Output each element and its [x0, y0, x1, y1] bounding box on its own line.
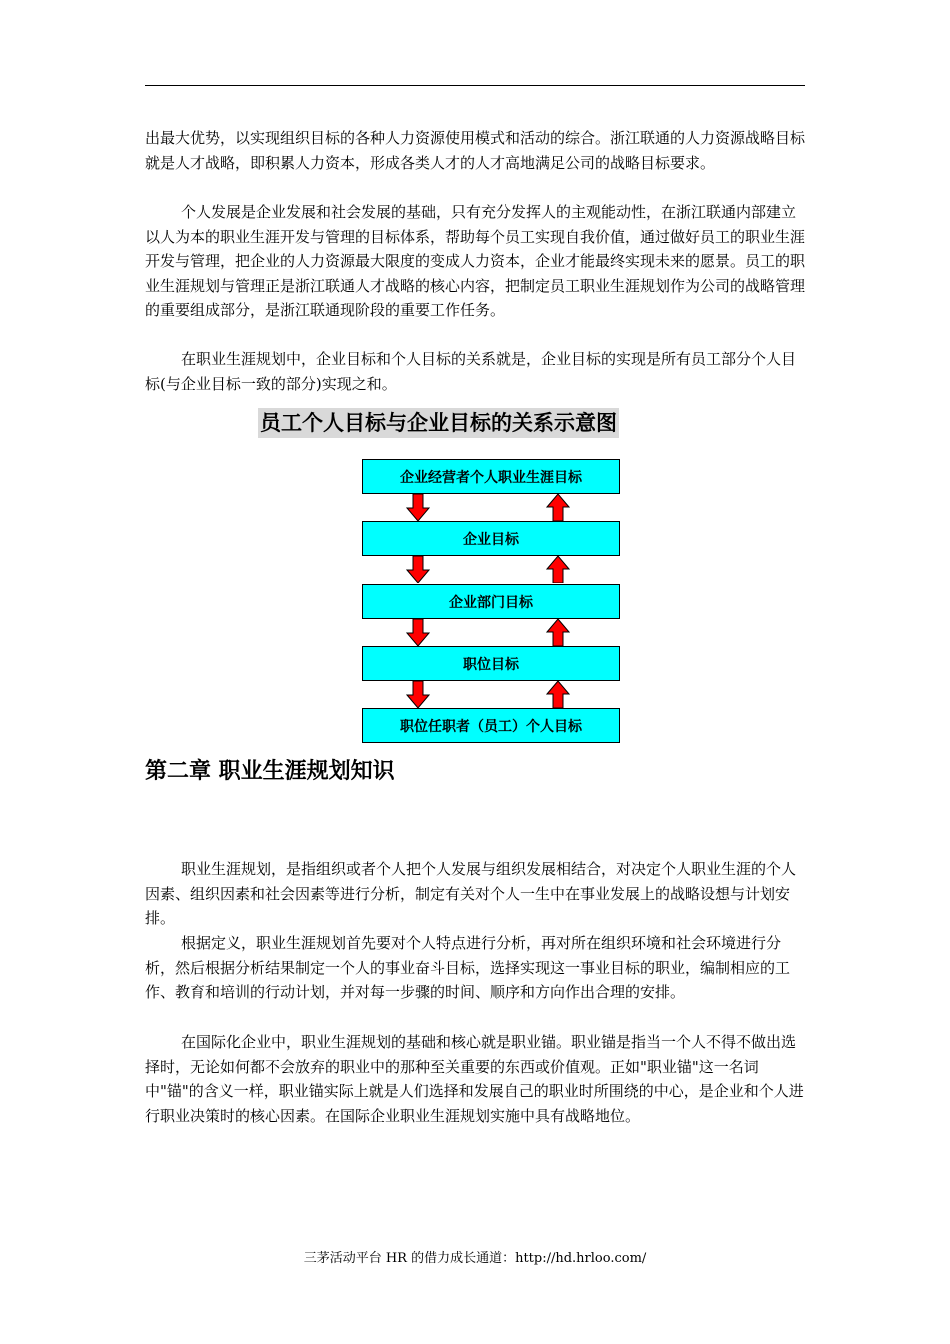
- diagram-box-department-goal: 企业部门目标: [362, 584, 620, 619]
- body-paragraph-2: 个人发展是企业发展和社会发展的基础，只有充分发挥人的主观能动性，在浙江联通内部建立以人为本的职业生涯开发与管理的目标体系，帮助每个员工实现自我价值，通过做好员工的职业生涯开发与管理，把企业的人力资源最大限度的变成人力资本，企业才能最终实现未来的愿景。员工的职业生涯规划与管理正是浙江联通人才战略的核心内容，把制定员工职业生涯规划作为公司的战略管理的重要组成部分，是浙江联通现阶段的重要工作任务。: [145, 203, 806, 319]
- diagram-box-employee-goal: 职位任职者（员工）个人目标: [362, 708, 620, 743]
- down-arrow-icon: [406, 494, 430, 521]
- up-arrow-icon: [546, 681, 570, 708]
- up-arrow-icon: [546, 619, 570, 646]
- up-arrow-icon: [546, 494, 570, 521]
- diagram-box-enterprise-goal: 企业目标: [362, 521, 620, 556]
- diagram-box-operator-goal: 企业经营者个人职业生涯目标: [362, 459, 620, 494]
- body-paragraph-3: 在职业生涯规划中，企业目标和个人目标的关系就是，企业目标的实现是所有员工部分个人目标(与企业目标一致的部分)实现之和。: [145, 350, 797, 393]
- body-paragraph-1: 出最大优势，以实现组织目标的各种人力资源使用模式和活动的综合。浙江联通的人力资源战略目标就是人才战略，即积累人力资本，形成各类人才的人才高地满足公司的战略目标要求。: [145, 129, 806, 172]
- down-arrow-icon: [406, 556, 430, 583]
- chapter-paragraph-3: 在国际化企业中，职业生涯规划的基础和核心就是职业锚。职业锚是指当一个人不得不做出选择时，无论如何都不会放弃的职业中的那种至关重要的东西或价值观。正如"职业锚"这一名词中"锚"的含义一样，职业锚实际上就是人们选择和发展自己的职业时所围绕的中心，是企业和个人进行职业决策时的核心因素。在国际企业职业生涯规划实施中具有战略地位。: [145, 1033, 804, 1125]
- up-arrow-icon: [546, 556, 570, 583]
- chapter-heading: 第二章 职业生涯规划知识: [145, 759, 395, 784]
- chapter-paragraph-2: 根据定义，职业生涯规划首先要对个人特点进行分析，再对所在组织环境和社会环境进行分析，然后根据分析结果制定一个人的事业奋斗目标，选择实现这一事业目标的职业，编制相应的工作、教育和培训的行动计划，并对每一步骤的时间、顺序和方向作出合理的安排。: [145, 934, 791, 1001]
- diagram-title: 员工个人目标与企业目标的关系示意图: [258, 408, 619, 438]
- down-arrow-icon: [406, 619, 430, 646]
- diagram-box-position-goal: 职位目标: [362, 646, 620, 681]
- down-arrow-icon: [406, 681, 430, 708]
- chapter-paragraph-1: 职业生涯规划，是指组织或者个人把个人发展与组织发展相结合，对决定个人职业生涯的个人因素、组织因素和社会因素等进行分析，制定有关对个人一生中在事业发展上的战略设想与计划安排。: [145, 860, 797, 927]
- page-footer: 三茅活动平台 HR 的借力成长通道：http://hd.hrloo.com/: [303, 1251, 647, 1266]
- header-rule: [145, 85, 805, 86]
